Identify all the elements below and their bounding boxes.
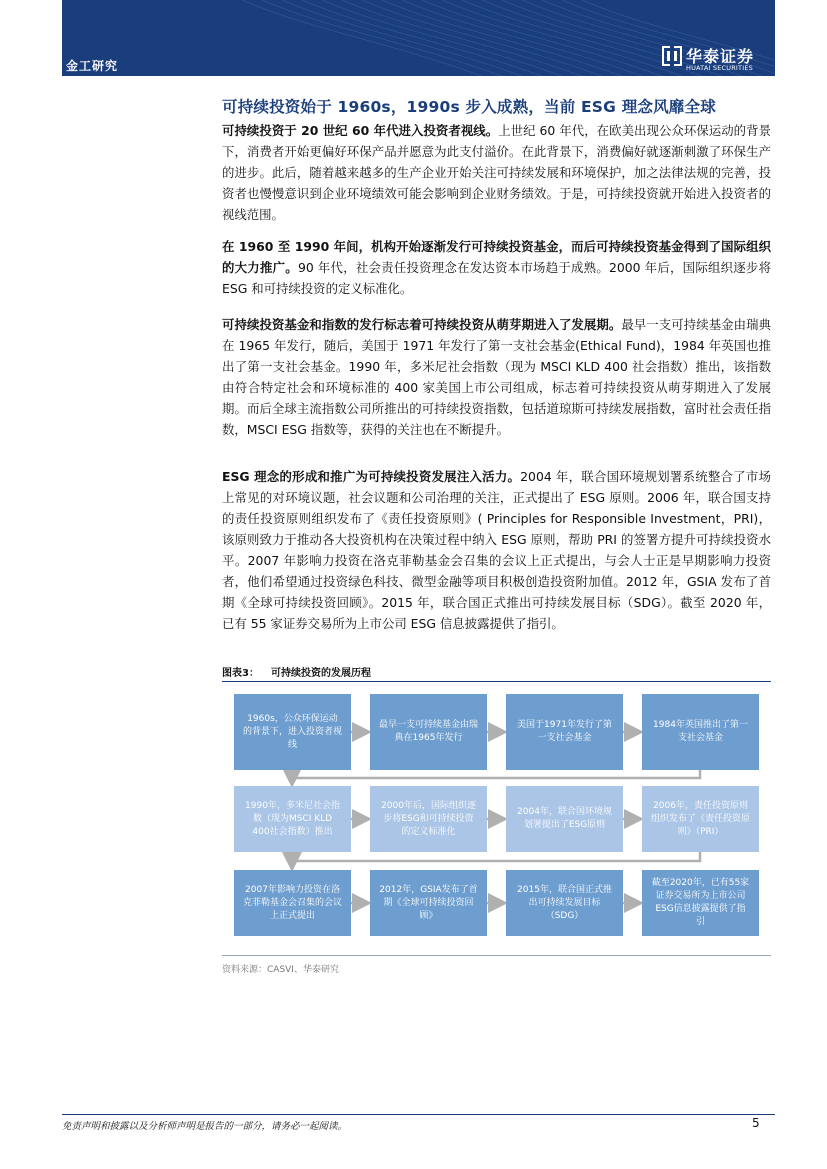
timeline-flowchart [222, 682, 771, 955]
timeline-step-5: 1990年，多米尼社会指数（现为MSCI KLD 400社会指数）推出 [234, 786, 351, 852]
figure-caption [222, 664, 371, 679]
huatai-logo [662, 44, 772, 74]
timeline-step-11: 2015年，联合国正式推出可持续发展目标（SDG） [506, 870, 623, 936]
timeline-step-2: 最早一支可持续基金由瑞典在1965年发行 [370, 694, 487, 770]
page-number: 5 [752, 1116, 760, 1130]
footer-rule [62, 1114, 775, 1115]
figure-number: 图表3： [222, 668, 259, 679]
logo-name-en: HUATAI SECURITIES [686, 64, 753, 72]
paragraph-4-lead: ESG 理念的形成和推广为可持续投资发展注入活力。 [222, 469, 521, 484]
footer-disclaimer: 免责声明和披露以及分析师声明是报告的一部分，请务必一起阅读。 [62, 1121, 348, 1132]
paragraph-2-lead: 在 1960 至 1990 年间，机构开始逐渐发行可持续投资基金，而后可持续投资基金得到了国际组织的大力推广。 [222, 239, 771, 275]
huatai-logo-icon [662, 46, 682, 66]
paragraph-3-lead: 可持续投资基金和指数的发行标志着可持续投资从萌芽期进入了发展期。 [222, 317, 622, 332]
timeline-step-8: 2006年，责任投资原则组织发布了《责任投资原则》（PRI） [642, 786, 759, 852]
figure-source: 资料来源：CASVI、华泰研究 [222, 965, 339, 975]
paragraph-1-lead: 可持续投资于 20 世纪 60 年代进入投资者视线。 [222, 123, 499, 138]
arrow-8-9 [292, 852, 700, 867]
report-category: 金工研究 [66, 59, 119, 73]
paragraph-1-text: 上世纪 60 年代，在欧美出现公众环保运动的背景下，消费者开始更偏好环保产品并愿意为此支付溢价。在此背景下，消费偏好就逐渐刺激了环保生产的进步。此后，随着越来越多的生产企业开始关注可持续发展和环境保护，加之法律法规的完善，投资者也慢慢意识到企业环境绩效可能会影响到企业财务绩效。于是，可持续投资就开始进入投资者的视线范围。 [222, 123, 771, 222]
paragraph-2-text: 90 年代，社会责任投资理念在发达资本市场趋于成熟。2000 年后，国际组织逐步将 ESG 和可持续投资的定义标准化。 [222, 260, 771, 296]
paragraph-4 [222, 466, 771, 634]
paragraph-3 [222, 314, 771, 440]
paragraph-4-text: 2004 年，联合国环境规划署系统整合了市场上常见的对环境议题，社会议题和公司治理的关注，正式提出了 ESG 原则。2006 年，联合国支持的责任投资原则组织发布了《责任投资原则》( Principles for Responsible Investment，PRI)，该原则致力于推动各大投资机构在决策过程中纳入 ESG 原则，帮助 PRI 的签署方提升可持续投资水平。2007 年影响力投资在洛克菲勒基金会召集的会议上正式提出，与会人士正是早期影响力投资者，他们希望通过投资绿色科技、微型金融等项目积极创造投资附加值。2012 年，GSIA 发布了首期《全球可持续投资回顾》。2015 年，联合国正式推出可持续发展目标（SDG）。截至 2020 年， 已有 55 家证券交易所为上市公司 ESG 信息披露提供了指引。 [222, 469, 771, 631]
paragraph-3-text: 最早一支可持续基金由瑞典在 1965 年发行，随后，美国于 1971 年发行了第一支社会基金(Ethical Fund)，1984 年英国也推出了第一支社会基金。1990 年，多米尼社会指数（现为 MSCI KLD 400 社会指数）推出，该指数由符合特定社会和环境标准的 400 家美国上市公司组成，标志着可持续投资从萌芽期进入了发展期。而后全球主流指数公司所推出的可持续投资指数，包括道琼斯可持续发展指数，富时社会责任指数，MSCI ESG 指数等，获得的关注也在不断提升。 [222, 317, 772, 437]
paragraph-2 [222, 236, 771, 299]
timeline-step-7: 2004年，联合国环境规划署提出了ESG原则 [506, 786, 623, 852]
section-title: 可持续投资始于 1960s，1990s 步入成熟，当前 ESG 理念风靡全球 [222, 98, 716, 116]
arrow-4-5 [292, 770, 700, 783]
paragraph-1 [222, 120, 771, 225]
timeline-step-3: 美国于1971年发行了第一支社会基金 [506, 694, 623, 770]
timeline-step-12: 截至2020年，已有55家证券交易所为上市公司ESG信息披露提供了指引 [642, 870, 759, 936]
timeline-step-9: 2007年影响力投资在洛克菲勒基金会召集的会议上正式提出 [234, 870, 351, 936]
logo-name-cn: 华泰证券 [686, 47, 755, 66]
timeline-step-1: 1960s，公众环保运动的背景下，进入投资者视线 [234, 694, 351, 770]
timeline-step-6: 2000年后，国际组织逐步将ESG和可持续投资的定义标准化 [370, 786, 487, 852]
timeline-step-10: 2012年，GSIA发布了首期《全球可持续投资回顾》 [370, 870, 487, 936]
figure-title: 可持续投资的发展历程 [270, 668, 371, 679]
timeline-step-4: 1984年英国推出了第一支社会基金 [642, 694, 759, 770]
figure-bottom-rule [222, 955, 771, 956]
